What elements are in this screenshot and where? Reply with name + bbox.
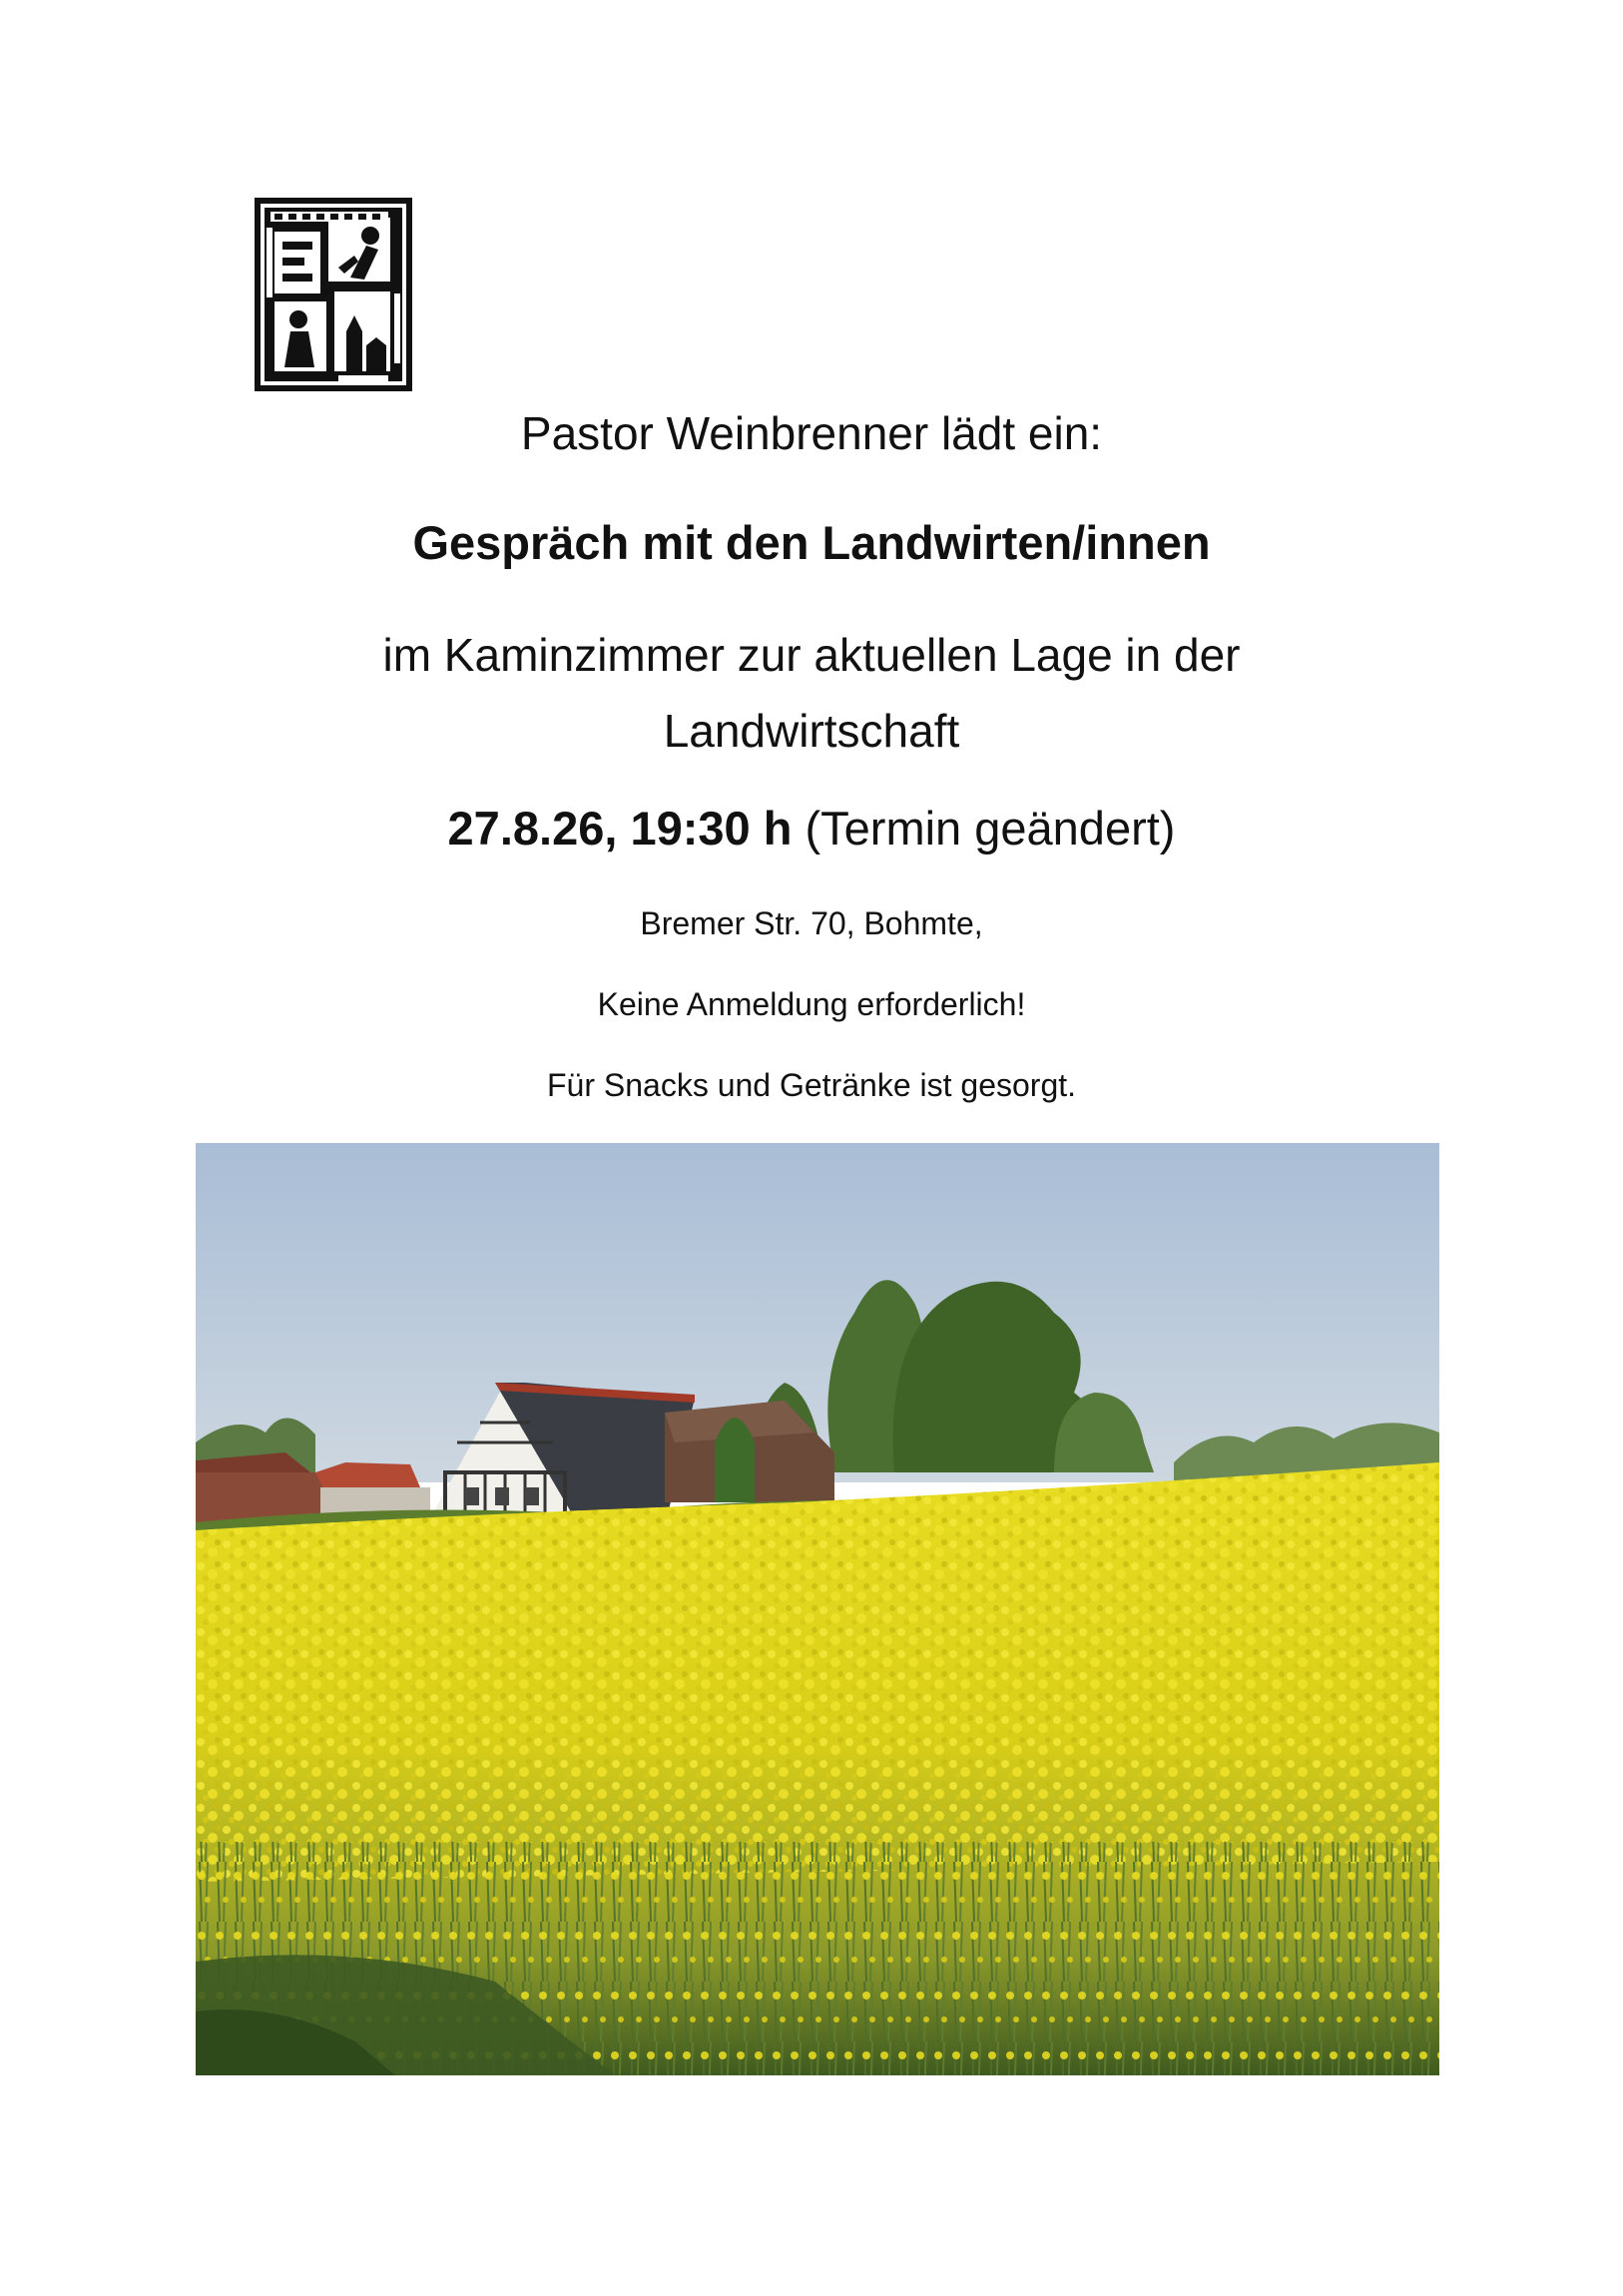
- refreshments-note: Für Snacks und Getränke ist gesorgt.: [546, 1067, 1077, 1103]
- flyer-topic: im Kaminzimmer zur aktuellen Lage in der Landwirtschaft: [382, 629, 1241, 757]
- flyer-intro: Pastor Weinbrenner lädt ein:: [520, 407, 1103, 459]
- registration-note: Keine Anmeldung erforderlich!: [597, 986, 1026, 1022]
- event-address: Bremer Str. 70, Bohmte,: [640, 905, 983, 941]
- date-change-note: (Termin geändert): [805, 802, 1176, 855]
- parish-logo-icon: [255, 198, 412, 391]
- event-date-time: 27.8.26, 19:30 h: [447, 802, 793, 855]
- flyer-date: [0, 799, 1623, 859]
- flyer-headline: Gespräch mit den Landwirten/innen: [412, 516, 1211, 569]
- rapeseed-field-photo: [196, 1143, 1439, 2075]
